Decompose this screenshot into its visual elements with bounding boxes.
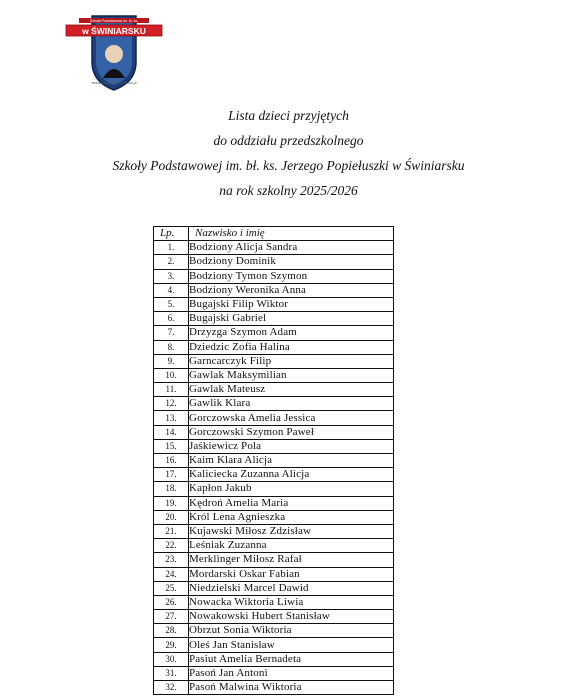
table-row — [154, 439, 394, 453]
table-row — [154, 681, 394, 695]
child-full-name: Bodziony Dominik — [189, 255, 394, 269]
child-full-name: Gawlak Maksymilian — [189, 368, 394, 382]
table-row — [154, 326, 394, 340]
table-row — [154, 496, 394, 510]
row-number: 7. — [154, 326, 189, 340]
row-number: 12. — [154, 397, 189, 411]
table-row — [154, 241, 394, 255]
row-number: 13. — [154, 411, 189, 425]
heading-line-4: na rok szkolny 2025/2026 — [219, 183, 358, 198]
row-number: 32. — [154, 681, 189, 695]
row-number: 14. — [154, 425, 189, 439]
child-full-name: Kapłon Jakub — [189, 482, 394, 496]
child-full-name: Gawlik Klara — [189, 397, 394, 411]
child-full-name: Nowacka Wiktoria Liwia — [189, 595, 394, 609]
row-number: 15. — [154, 439, 189, 453]
table-row — [154, 383, 394, 397]
child-full-name: Kaliciecka Zuzanna Alicja — [189, 468, 394, 482]
child-full-name: Mordarski Oskar Fabian — [189, 567, 394, 581]
child-full-name: Bodziony Weronika Anna — [189, 283, 394, 297]
row-number: 4. — [154, 283, 189, 297]
child-full-name: Dziedzic Zofia Halina — [189, 340, 394, 354]
table-row — [154, 539, 394, 553]
svg-text:w ŚWINIARSKU: w ŚWINIARSKU — [82, 26, 146, 36]
row-number: 27. — [154, 610, 189, 624]
table-row — [154, 524, 394, 538]
child-full-name: Nowakowski Hubert Stanisław — [189, 610, 394, 624]
row-number: 26. — [154, 595, 189, 609]
child-full-name: Drzyzga Szymon Adam — [189, 326, 394, 340]
row-number: 2. — [154, 255, 189, 269]
table-row — [154, 638, 394, 652]
row-number: 30. — [154, 652, 189, 666]
heading-line-2: do oddziału przedszkolnego — [213, 133, 364, 148]
child-full-name: Kujawski Miłosz Zdzisław — [189, 524, 394, 538]
child-full-name: Merklinger Miłosz Rafał — [189, 553, 394, 567]
row-number: 8. — [154, 340, 189, 354]
table-body — [154, 241, 394, 695]
row-number: 3. — [154, 269, 189, 283]
table-row — [154, 510, 394, 524]
row-number: 24. — [154, 567, 189, 581]
table-row — [154, 283, 394, 297]
child-full-name: Bodziony Tymon Szymon — [189, 269, 394, 283]
table-row — [154, 624, 394, 638]
row-number: 21. — [154, 524, 189, 538]
table-header-row — [154, 227, 394, 241]
child-full-name: Gorczowski Szymon Paweł — [189, 425, 394, 439]
child-full-name: Leśniak Zuzanna — [189, 539, 394, 553]
table-row — [154, 652, 394, 666]
row-number: 18. — [154, 482, 189, 496]
row-number: 29. — [154, 638, 189, 652]
table-row — [154, 482, 394, 496]
svg-text:Szkoła Podstawowa im. bł. ks.: Szkoła Podstawowa im. bł. ks. — [89, 19, 139, 23]
table-row — [154, 581, 394, 595]
child-full-name: Oleś Jan Stanisław — [189, 638, 394, 652]
school-website-url: www.swiniarsko-szkola.pl — [91, 80, 137, 85]
table-row — [154, 368, 394, 382]
row-number: 22. — [154, 539, 189, 553]
table-row — [154, 397, 394, 411]
column-header-name: Nazwisko i imię — [189, 227, 394, 241]
child-full-name: Garncarczyk Filip — [189, 354, 394, 368]
row-number: 10. — [154, 368, 189, 382]
child-full-name: Niedzielski Marcel Dawid — [189, 581, 394, 595]
row-number: 25. — [154, 581, 189, 595]
child-full-name: Król Lena Agnieszka — [189, 510, 394, 524]
child-full-name: Bugajski Gabriel — [189, 312, 394, 326]
child-full-name: Pasoń Jan Antoni — [189, 666, 394, 680]
heading-line-1: Lista dzieci przyjętych — [228, 108, 349, 123]
table-row — [154, 666, 394, 680]
table-row — [154, 553, 394, 567]
child-full-name: Obrzut Sonia Wiktoria — [189, 624, 394, 638]
table-row — [154, 269, 394, 283]
row-number: 23. — [154, 553, 189, 567]
child-full-name: Gorczowska Amelia Jessica — [189, 411, 394, 425]
table-row — [154, 340, 394, 354]
child-full-name: Kaim Klara Alicja — [189, 454, 394, 468]
child-full-name: Jaśkiewicz Pola — [189, 439, 394, 453]
row-number: 1. — [154, 241, 189, 255]
table-row — [154, 297, 394, 311]
row-number: 19. — [154, 496, 189, 510]
row-number: 9. — [154, 354, 189, 368]
column-header-lp: Lp. — [154, 227, 189, 241]
table-row — [154, 567, 394, 581]
admitted-children-table — [153, 226, 394, 695]
row-number: 5. — [154, 297, 189, 311]
row-number: 11. — [154, 383, 189, 397]
child-full-name: Gawlak Mateusz — [189, 383, 394, 397]
child-full-name: Kędroń Amelia Maria — [189, 496, 394, 510]
row-number: 17. — [154, 468, 189, 482]
row-number: 31. — [154, 666, 189, 680]
row-number: 6. — [154, 312, 189, 326]
child-full-name: Bugajski Filip Wiktor — [189, 297, 394, 311]
child-full-name: Pasiut Amelia Bernadeta — [189, 652, 394, 666]
table-row — [154, 595, 394, 609]
table-row — [154, 610, 394, 624]
table-row — [154, 255, 394, 269]
row-number: 20. — [154, 510, 189, 524]
table-row — [154, 468, 394, 482]
table-row — [154, 411, 394, 425]
row-number: 28. — [154, 624, 189, 638]
row-number: 16. — [154, 454, 189, 468]
child-full-name: Pasoń Malwina Wiktoria — [189, 681, 394, 695]
table-row — [154, 425, 394, 439]
table-row — [154, 312, 394, 326]
child-full-name: Bodziony Alicja Sandra — [189, 241, 394, 255]
table-row — [154, 354, 394, 368]
table-row — [154, 454, 394, 468]
heading-line-3: Szkoły Podstawowej im. bł. ks. Jerzego Popiełuszki w Świniarsku — [112, 158, 465, 173]
